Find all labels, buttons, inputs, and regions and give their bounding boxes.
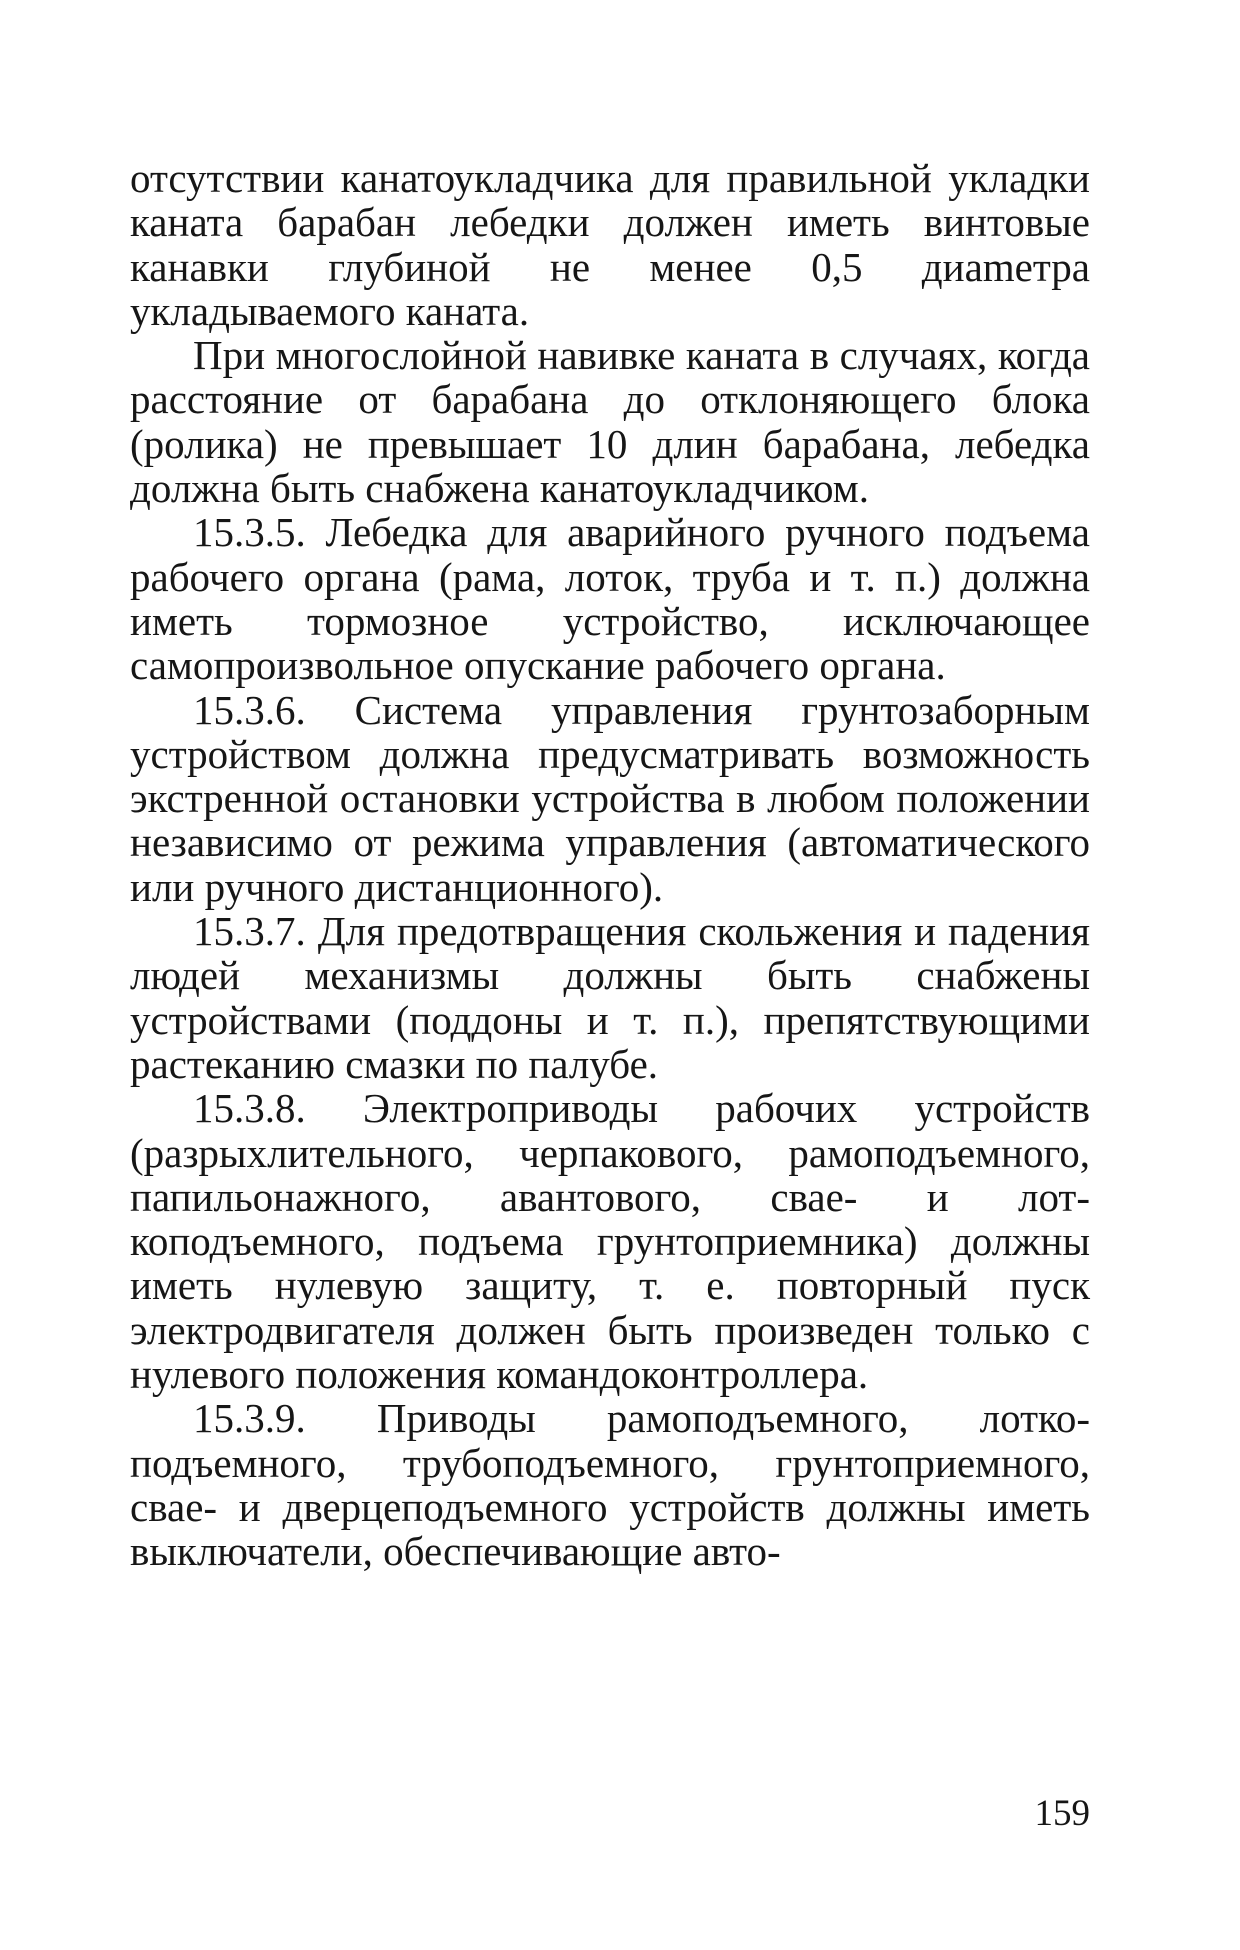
page-number: 159 <box>1034 1793 1090 1834</box>
paragraph-15-3-5: 15.3.5. Лебедка для аварийного ручного подъема рабочего органа (рама, лоток, труба и т. п.) должна иметь тормозное устройство, исключающее самопроизвольное опускание рабочего органа. <box>130 509 1090 689</box>
paragraph-15-3-9: 15.3.9. Приводы рамоподъемного, лоткоподъемного, трубоподъемного, грунтоприемного, свае- и дверцеподъемного устройств должны иметь выключатели, обеспечивающие авто- <box>130 1395 1090 1575</box>
paragraph-multilayer-winding: При многослойной навивке каната в случаях, когда расстояние от барабана до отклоняющего блока (ролика) не превышает 10 длин барабана, лебедка должна быть снабжена канатоукладчиком. <box>130 332 1090 512</box>
paragraph-15-3-6: 15.3.6. Система управления грунтозаборным устройством должна предусматривать возможность экстренной остановки устройства в любом положении независимо от режима управления (автоматического или ручного дистанционного). <box>130 686 1090 910</box>
body-text <box>130 156 1090 1574</box>
paragraph-15-3-8: 15.3.8. Электроприводы рабочих устройств (разрыхлительного, черпакового, рамоподъемного, папильонажного, авантового, свае- и лоткоподъемного, подъема грунтоприемника) должны иметь нулевую защиту, т. е. повторный пуск электродвигателя должен быть произведен только с нулевого положения командоконтроллера. <box>130 1085 1090 1398</box>
paragraph-15-3-7: 15.3.7. Для предотвращения скольжения и падения людей механизмы должны быть снабжены устройствами (поддоны и т. п.), препятствующими растеканию смазки по палубе. <box>130 908 1090 1087</box>
paragraph-continuation: отсутствии канатоукладчика для правильной укладки каната барабан лебедки должен иметь винтовые канавки глубиной не менее 0,5 диаmетра укладываемого каната. <box>130 155 1090 334</box>
